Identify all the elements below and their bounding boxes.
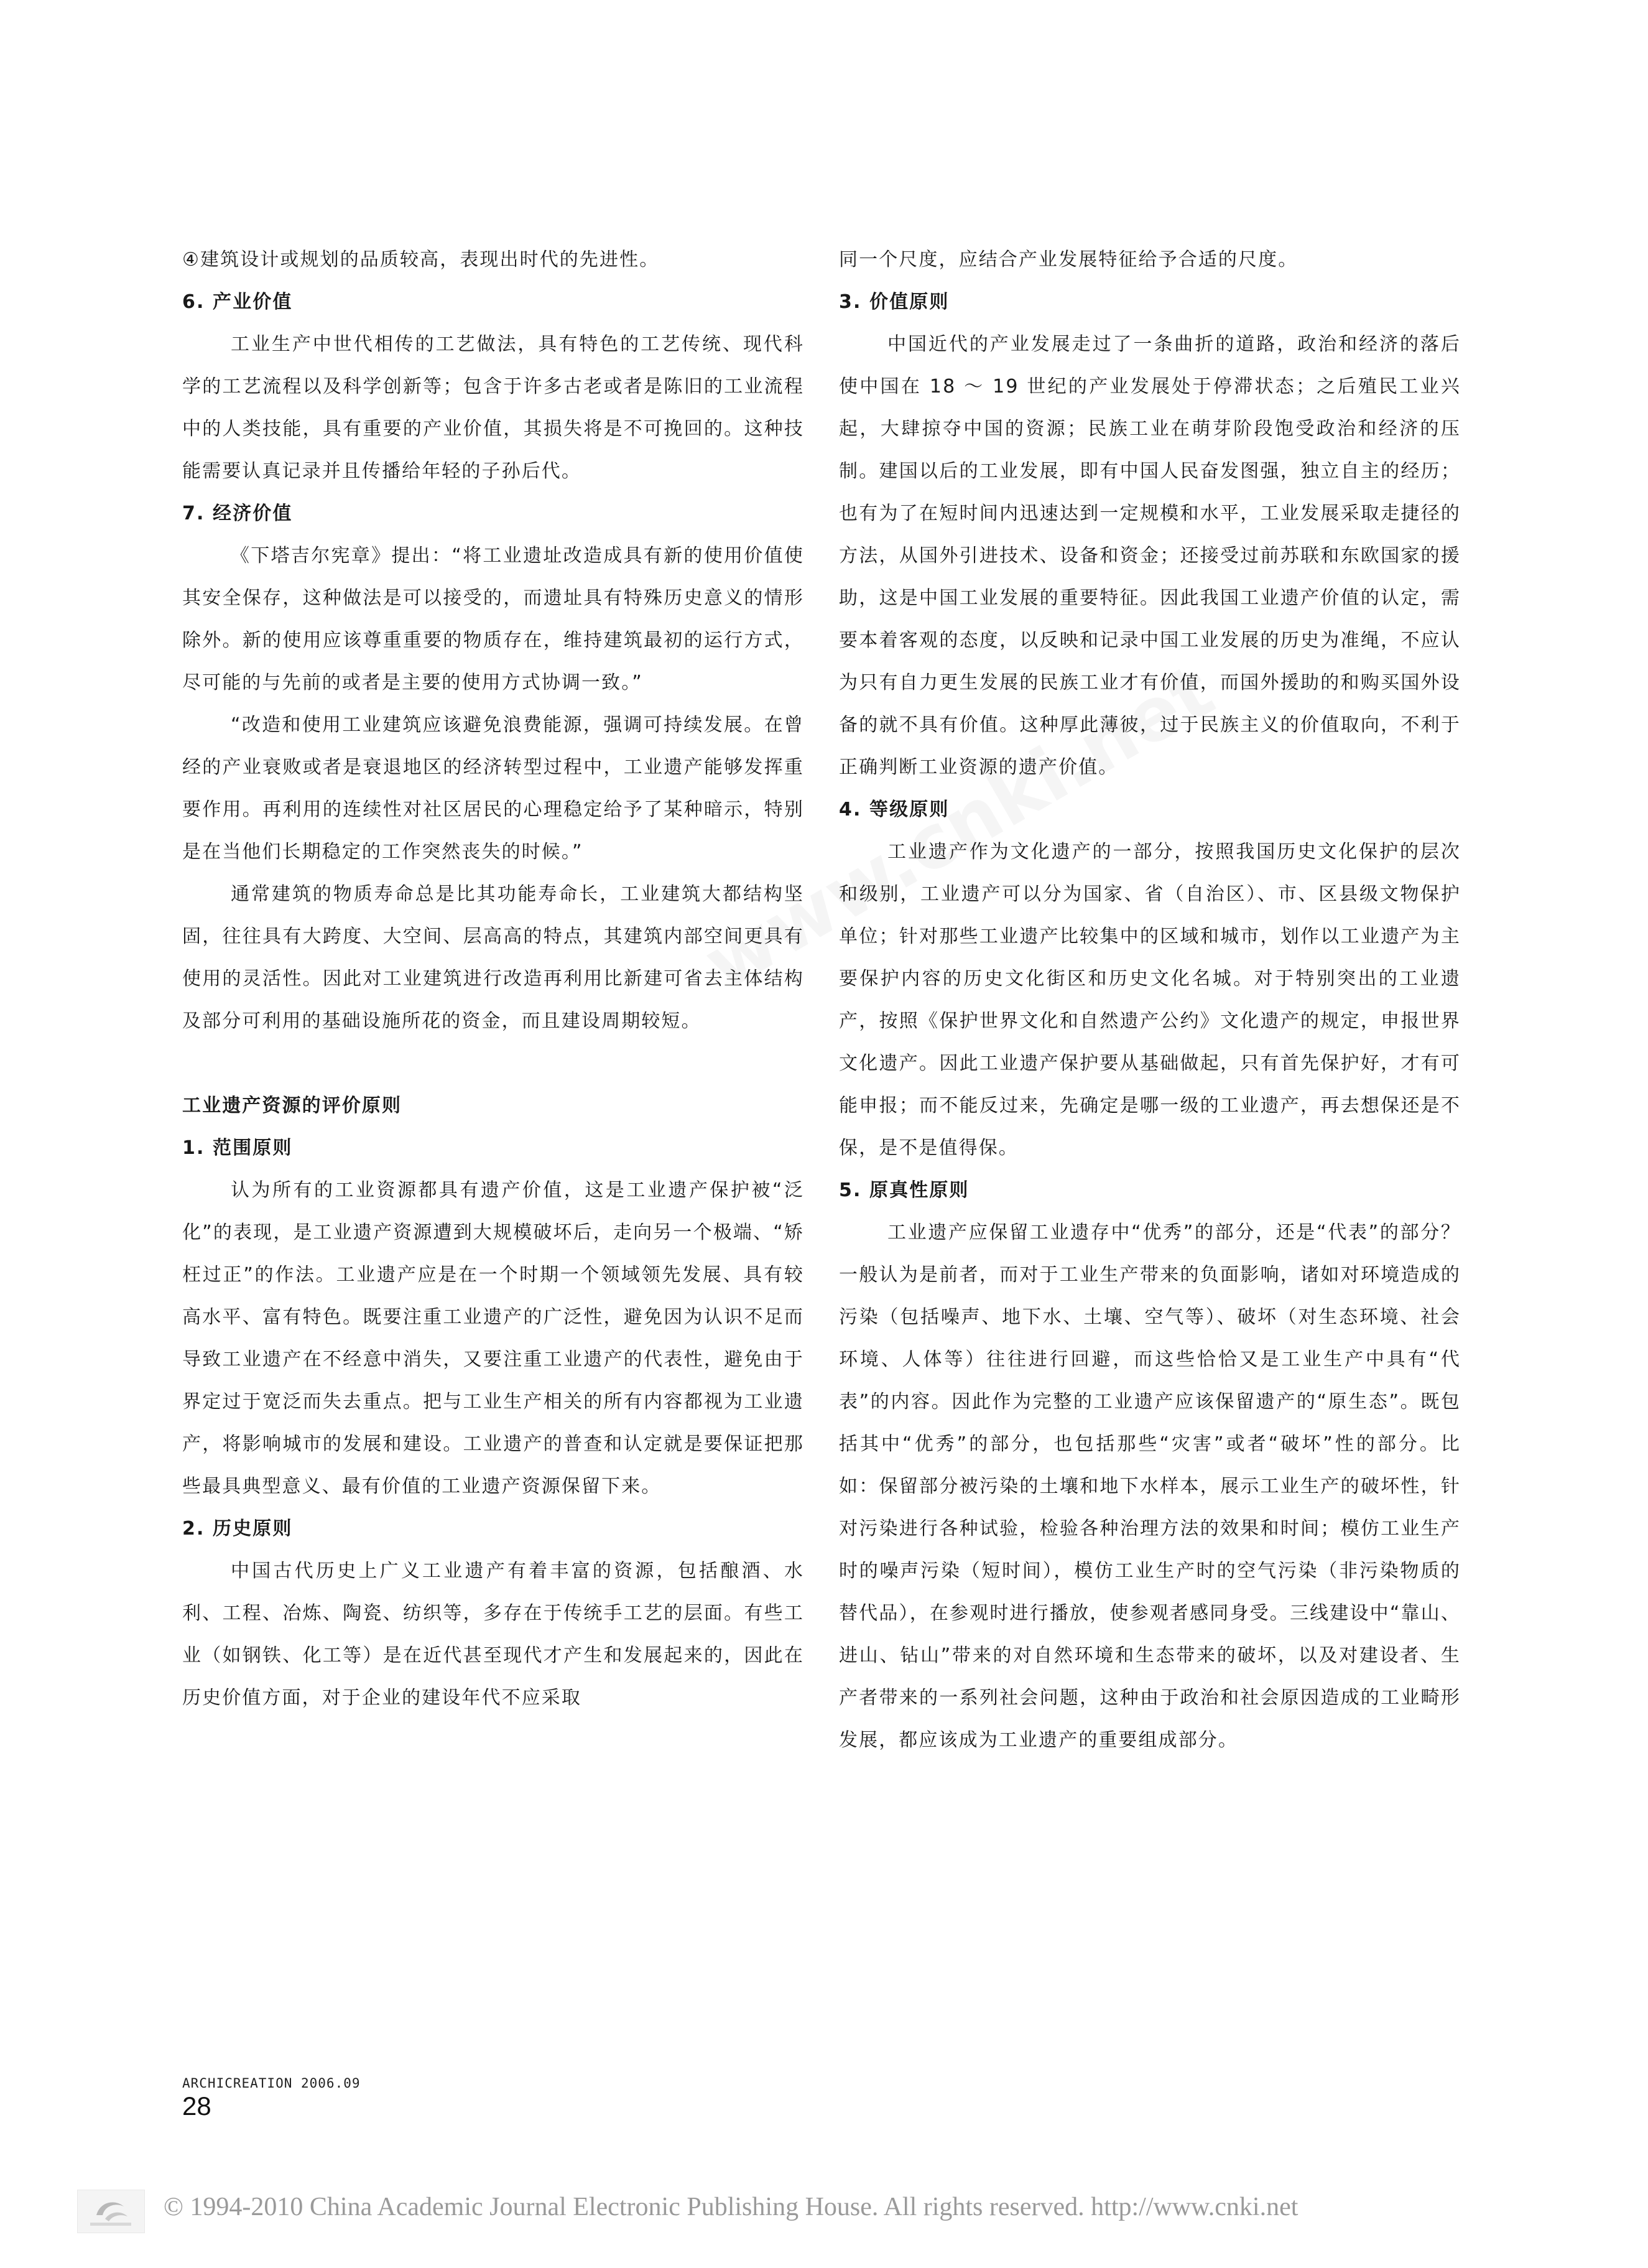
body-paragraph: 工业遗产作为文化遗产的一部分，按照我国历史文化保护的层次和级别，工业遗产可以分为国家、省（自治区）、市、区县级文物保护单位；针对那些工业遗产比较集中的区域和城市，划作以工业遗产为主要保护内容的历史文化街区和历史文化名城。对于特别突出的工业遗产，按照《保护世界文化和自然遗产公约》文化遗产的规定，申报世界文化遗产。因此工业遗产保护要从基础做起，只有首先保护好，才有可能申报；而不能反过来，先确定是哪一级的工业遗产，再去想保还是不保，是不是值得保。 <box>839 841 1461 1159</box>
body-paragraph: 认为所有的工业资源都具有遗产价值，这是工业遗产保护被“泛化”的表现，是工业遗产资源遭到大规模破坏后，走向另一个极端、“矫枉过正”的作法。工业遗产应是在一个时期一个领域领先发展、具有较高水平、富有特色。既要注重工业遗产的广泛性，避免因为认识不足而导致工业遗产在不经意中消失，又要注重工业遗产的代表性，避免由于界定过于宽泛而失去重点。把与工业生产相关的所有内容都视为工业遗产，将影响城市的发展和建设。工业遗产的普查和认定就是要保证把那些最具典型意义、最有价值的工业遗产资源保留下来。 <box>182 1179 804 1497</box>
page-number: 28 <box>182 2091 211 2121</box>
copyright-notice: © 1994-2010 China Academic Journal Electronic Publishing House. All rights reserved. http://www.cnki.net <box>164 2193 1298 2221</box>
body-paragraph: ④建筑设计或规划的品质较高，表现出时代的先进性。 <box>182 249 660 271</box>
subsection-heading: 4. 等级原则 <box>839 799 950 820</box>
subsection-heading: 1. 范围原则 <box>182 1137 293 1159</box>
cnki-logo-icon <box>77 2190 145 2233</box>
section-heading: 工业遗产资源的评价原则 <box>182 1095 402 1117</box>
left-text-column <box>182 239 804 1719</box>
subsection-heading: 6. 产业价值 <box>182 291 293 313</box>
body-paragraph: 中国古代历史上广义工业遗产有着丰富的资源，包括酿酒、水利、工程、冶炼、陶瓷、纺织等，多存在于传统手工艺的层面。有些工业（如钢铁、化工等）是在近代甚至现代才产生和发展起来的，因此在历史价值方面，对于企业的建设年代不应采取 <box>182 1560 804 1709</box>
body-paragraph: 工业生产中世代相传的工艺做法，具有特色的工艺传统、现代科学的工艺流程以及科学创新等；包含于许多古老或者是陈旧的工业流程中的人类技能，具有重要的产业价值，其损失将是不可挽回的。这种技能需要认真记录并且传播给年轻的子孙后代。 <box>182 333 804 482</box>
body-paragraph: 中国近代的产业发展走过了一条曲折的道路，政治和经济的落后使中国在 18 ～ 19 世纪的产业发展处于停滞状态；之后殖民工业兴起，大肆掠夺中国的资源；民族工业在萌芽阶段饱受政治和经济的压制。建国以后的工业发展，即有中国人民奋发图强，独立自主的经历；也有为了在短时间内迅速达到一定规模和水平，工业发展采取走捷径的方法，从国外引进技术、设备和资金；还接受过前苏联和东欧国家的援助，这是中国工业发展的重要特征。因此我国工业遗产价值的认定，需要本着客观的态度，以反映和记录中国工业发展的历史为准绳，不应认为只有自力更生发展的民族工业才有价值，而国外援助的和购买国外设备的就不具有价值。这种厚此薄彼，过于民族主义的价值取向，不利于正确判断工业资源的遗产价值。 <box>839 333 1461 778</box>
body-paragraph: 同一个尺度，应结合产业发展特征给予合适的尺度。 <box>839 249 1298 271</box>
subsection-heading: 7. 经济价值 <box>182 503 293 524</box>
body-paragraph: 《下塔吉尔宪章》提出：“将工业遗址改造成具有新的使用价值使其安全保存，这种做法是可以接受的，而遗址具有特殊历史意义的情形除外。新的使用应该尊重重要的物质存在，维持建筑最初的运行方式，尽可能的与先前的或者是主要的使用方式协调一致。” <box>182 545 804 694</box>
subsection-heading: 2. 历史原则 <box>182 1518 293 1540</box>
body-paragraph: 工业遗产应保留工业遗存中“优秀”的部分，还是“代表”的部分？一般认为是前者，而对于工业生产带来的负面影响，诸如对环境造成的污染（包括噪声、地下水、土壤、空气等）、破坏（对生态环境、社会环境、人体等）往往进行回避，而这些恰恰又是工业生产中具有“代表”的内容。因此作为完整的工业遗产应该保留遗产的“原生态”。既包括其中“优秀”的部分，也包括那些“灾害”或者“破坏”性的部分。比如：保留部分被污染的土壤和地下水样本，展示工业生产的破坏性，针对污染进行各种试验，检验各种治理方法的效果和时间；模仿工业生产时的噪声污染（短时间），模仿工业生产时的空气污染（非污染物质的替代品），在参观时进行播放，使参观者感同身受。三线建设中“靠山、进山、钻山”带来的对自然环境和生态带来的破坏，以及对建设者、生产者带来的一系列社会问题，这种由于政治和社会原因造成的工业畸形发展，都应该成为工业遗产的重要组成部分。 <box>839 1222 1461 1751</box>
body-paragraph: “改造和使用工业建筑应该避免浪费能源，强调可持续发展。在曾经的产业衰败或者是衰退地区的经济转型过程中，工业遗产能够发挥重要作用。再利用的连续性对社区居民的心理稳定给予了某种暗示，特别是在当他们长期稳定的工作突然丧失的时候。” <box>182 714 804 863</box>
subsection-heading: 5. 原真性原则 <box>839 1179 970 1201</box>
right-text-column <box>839 239 1461 1762</box>
journal-issue-label: ARCHICREATION 2006.09 <box>182 2076 361 2091</box>
subsection-heading: 3. 价值原则 <box>839 291 950 313</box>
body-paragraph: 通常建筑的物质寿命总是比其功能寿命长，工业建筑大都结构坚固，往往具有大跨度、大空间、层高高的特点，其建筑内部空间更具有使用的灵活性。因此对工业建筑进行改造再利用比新建可省去主体结构及部分可利用的基础设施所花的资金，而且建设周期较短。 <box>182 883 804 1032</box>
